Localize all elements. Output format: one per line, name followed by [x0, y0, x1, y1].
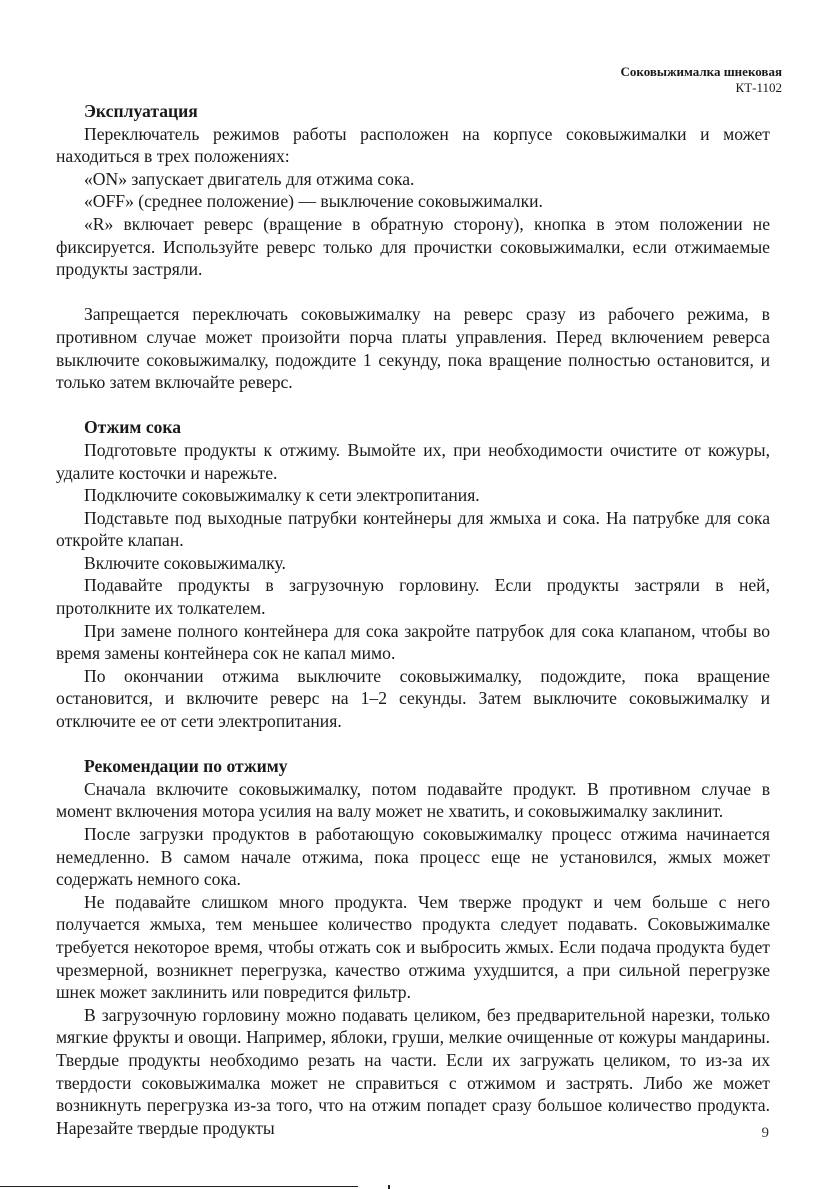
running-header — [621, 64, 782, 96]
paragraph: Подавайте продукты в загрузочную горловину. Если продукты застряли в ней, протолкните их толкателем. — [56, 575, 770, 619]
page-body — [56, 100, 770, 1139]
paragraph: Сначала включите соковыжималку, потом подавайте продукт. В противном случае в момент включения мотора усилия на валу может не хватить, и соковыжималку заклинит. — [56, 778, 770, 822]
paragraph: Включите соковыжималку. — [84, 552, 286, 573]
spacer — [56, 281, 770, 304]
page-number: 9 — [761, 1125, 769, 1141]
paragraph: При замене полного контейнера для сока закройте патрубок для сока клапаном, чтобы во время замены контейнера сок не капал мимо. — [56, 620, 770, 664]
spacer — [56, 733, 770, 756]
model-number: КТ-1102 — [735, 80, 782, 95]
crop-mark — [388, 1185, 390, 1189]
section-title-juicing: Отжим сока — [84, 417, 182, 438]
spacer — [56, 394, 770, 417]
paragraph: «R» включает реверс (вращение в обратную сторону), кнопка в этом положении не фиксируется. Используйте реверс только для прочистки соковыжималки, если отжимаемые продукты застряли. — [56, 213, 770, 280]
paragraph: Подключите соковыжималку к сети электропитания. — [84, 485, 480, 506]
paragraph: «OFF» (среднее положение) — выключение соковыжималки. — [84, 191, 543, 212]
paragraph: Не подавайте слишком много продукта. Чем тверже продукт и чем больше с него получается жмыха, тем меньшее количество продукта следует подавать. Соковыжималке требуется некоторое время, чтобы отжать сок и выбросить жмых. Если подача продукта будет чрезмерной, возникнет перегрузка, качество отжима ухудшится, а при сильной перегрузке шнек может заклинить или повредится фильтр. — [56, 891, 770, 1003]
paragraph: После загрузки продуктов в работающую соковыжималку процесс отжима начинается немедленно. В самом начале отжима, пока процесс еще не установился, жмых может содержать немного сока. — [56, 824, 770, 890]
paragraph: В загрузочную горловину можно подавать целиком, без предварительной нарезки, только мягкие фрукты и овощи. Например, яблоки, груши, мелкие очищенные от кожуры мандарины. Твердые продукты необходимо резать на части. Если их загружать целиком, то из-за их твердости соковыжималка может не справиться с отжимом и застрять. Либо же может возникнуть перегрузка из-за того, что на отжим попадет сразу большое количество продукта. Нарезайте твердые продукты — [56, 1004, 770, 1138]
paragraph: Переключатель режимов работы расположен на корпусе соковыжималки и может находиться в трех положениях: — [56, 123, 770, 167]
paragraph: Запрещается переключать соковыжималку на реверс сразу из рабочего режима, в противном случае может произойти порча платы управления. Перед включением реверса выключите соковыжималку, подождите 1 секунду, пока вращение полностью остановится, и только затем включайте реверс. — [56, 304, 770, 393]
section-title-operation: Эксплуатация — [84, 101, 198, 121]
product-name: Соковыжималка шнековая — [620, 64, 782, 79]
paragraph: «ON» запускает двигатель для отжима сока. — [84, 168, 415, 189]
paragraph: По окончании отжима выключите соковыжималку, подождите, пока вращение остановится, и включите реверс на 1–2 секунды. Затем выключите соковыжималку и отключите ее от сети электропитания. — [56, 665, 770, 732]
section-title-recommendations: Рекомендации по отжиму — [84, 756, 288, 777]
paragraph: Подготовьте продукты к отжиму. Вымойте их, при необходимости очистите от кожуры, удалите косточки и нарежьте. — [56, 439, 770, 483]
footer-rule — [0, 1186, 358, 1187]
paragraph: Подставьте под выходные патрубки контейнеры для жмыха и сока. На патрубке для сока откройте клапан. — [56, 507, 770, 551]
